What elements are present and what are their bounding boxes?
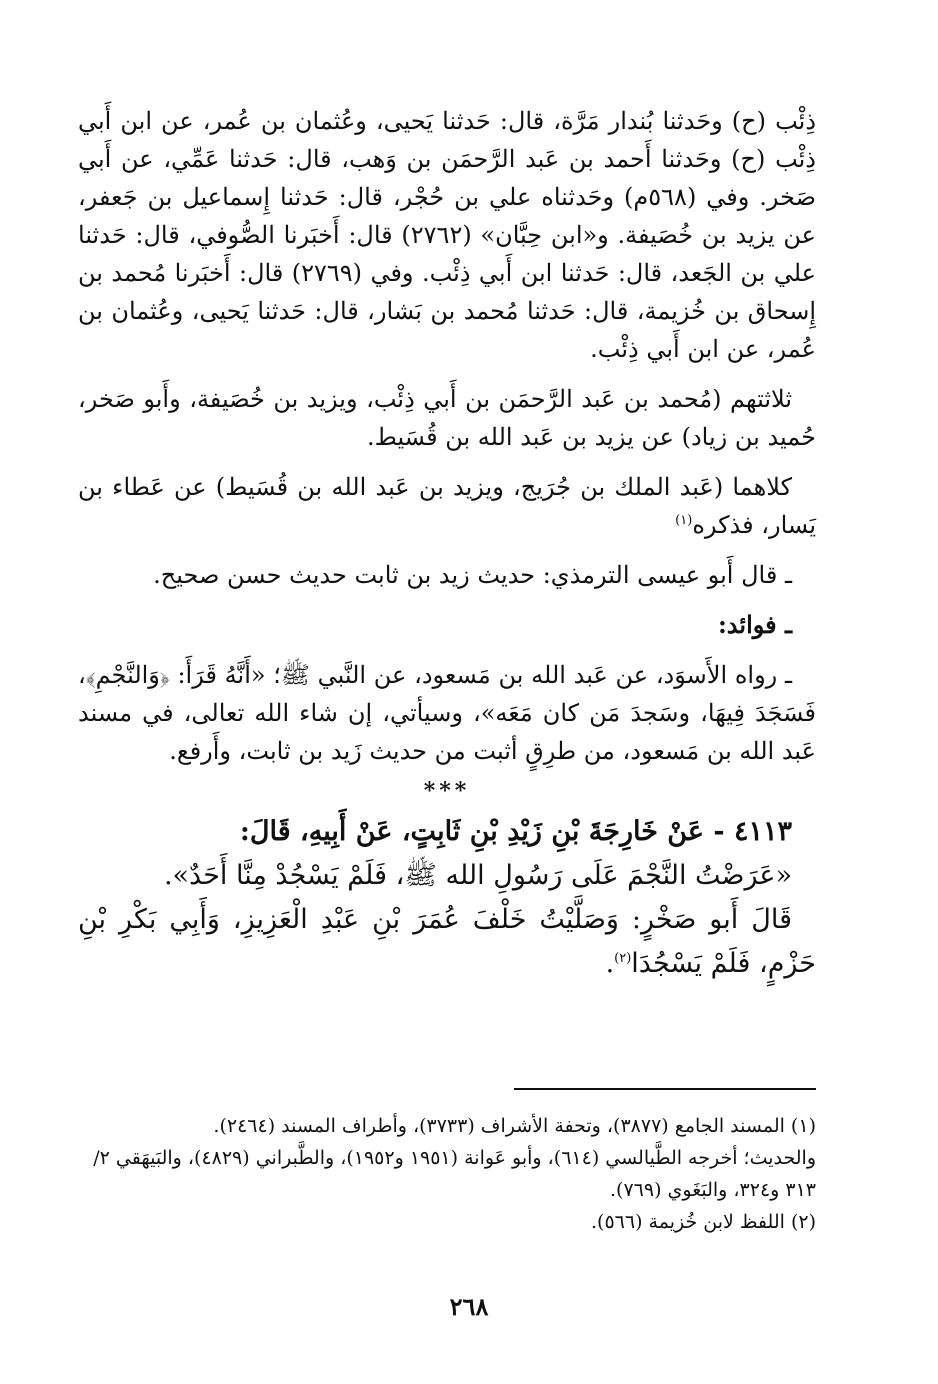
footnote-1-line-2: والحديث؛ أخرجه الطَّيالسي (٦١٤)، وأبو عَوانة (١٩٥١ و١٩٥٢)، والطَّبراني (٤٨٢٩)، والبَيهَقي ٢/ ٣١٣ و٣٢٤، والبَغَوي (٧٦٩). [93, 1147, 816, 1201]
three-narrators-paragraph: ثلاثتهم (مُحمد بن عَبد الرَّحمَن بن أَبي ذِئْب، ويزيد بن خُصَيفة، وأَبو صَخر، حُميد بن زياد) عن يزيد بن عَبد الله بن قُسَيط. [78, 385, 816, 451]
footnote-1-line-1: (١) المسند الجامع (٣٨٧٧)، وتحفة الأشراف (٣٧٣٣)، وأطراف المسند (٢٤٦٤). [213, 1115, 816, 1137]
footnote-marker-1: (١) [675, 513, 693, 528]
main-text [78, 102, 816, 986]
hadith-text: «عَرَضْتُ النَّجْمَ عَلَى رَسُولِ الله ﷺ، فَلَمْ يَسْجُدْ مِنَّا أَحَدٌ». [163, 860, 792, 891]
page-number: ٢٦٨ [449, 1292, 489, 1321]
hadith-title: ٤١١٣ - عَنْ خَارِجَةَ بْنِ زَيْدِ بْنِ ثَابِتٍ، عَنْ أَبِيهِ، قَالَ: [239, 816, 792, 847]
abu-sakhr-text: قَالَ أَبو صَخْرٍ: وَصَلَّيْتُ خَلْفَ عُمَرَ بْنِ عَبْدِ الْعَزِيزِ، وَأَبِي بَكْرِ بْنِ حَزْمٍ، فَلَمْ يَسْجُدَا [78, 904, 816, 979]
footnotes [78, 1110, 816, 1238]
footnote-divider [514, 1088, 816, 1090]
abu-sakhr-statement [78, 898, 816, 986]
both-narrators-text: كلاهما (عَبد الملك بن جُرَيج، ويزيد بن عَبد الله بن قُسَيط) عن عَطاء بن يَسار، فذكره [78, 473, 816, 539]
tirmidhi-ruling: ـ قال أَبو عيسى الترمذي: حديث زيد بن ثابت حديث حسن صحيح. [153, 561, 792, 589]
both-narrators-paragraph [78, 468, 816, 544]
abu-sakhr-end: . [605, 948, 615, 979]
footnote-marker-2: (٢) [614, 951, 632, 966]
isnad-chains-paragraph: ذِئْب (ح) وحَدثنا بُندار مَرَّة، قال: حَدثنا يَحيى، وعُثمان بن عُمر، عن ابن أَبي ذِئْب (ح) وحَدثنا أَحمد بن عَبد الرَّحمَن بن وَهب، قال: حَدثنا عَمِّي، عن أَبي صَخر. وفي (٥٦٨م) وحَدثناه علي بن حُجْر، قال: حَدثنا إِسماعيل بن جَعفر، عن يزيد بن خُصَيفة. و«ابن حِبَّان» (٢٧٦٢) قال: أَخبَرنا الصُّوفي، قال: حَدثنا علي بن الجَعد، قال: حَدثنا ابن أَبي ذِئْب. وفي (٢٧٦٩) قال: أَخبَرنا مُحمد بن إِسحاق بن خُزيمة، قال: حَدثنا مُحمد بن بَشار، قال: حَدثنا يَحيى، وعُثمان بن عُمر، عن ابن أَبي ذِئْب. [78, 107, 817, 363]
fawaid-heading: ـ فوائد: [717, 610, 792, 639]
section-separator-stars: *** [423, 778, 471, 804]
footnote-2: (٢) اللفظ لابن خُزيمة (٥٦٦). [591, 1211, 816, 1233]
fawaid-paragraph: ـ رواه الأَسوَد، عن عَبد الله بن مَسعود، عن النَّبي ﷺ؛ «أَنَّهُ قَرَأَ: ﴿وَالنَّجْمِ﴾، فَسَجَدَ فِيهَا، وسَجدَ مَن كان مَعَه»، وسيأتي، إن شاء الله تعالى، في مسند عَبد الله بن مَسعود، من طرِقٍ أثبت من حديث زَيد بن ثابت، وأَرفع. [78, 661, 816, 765]
